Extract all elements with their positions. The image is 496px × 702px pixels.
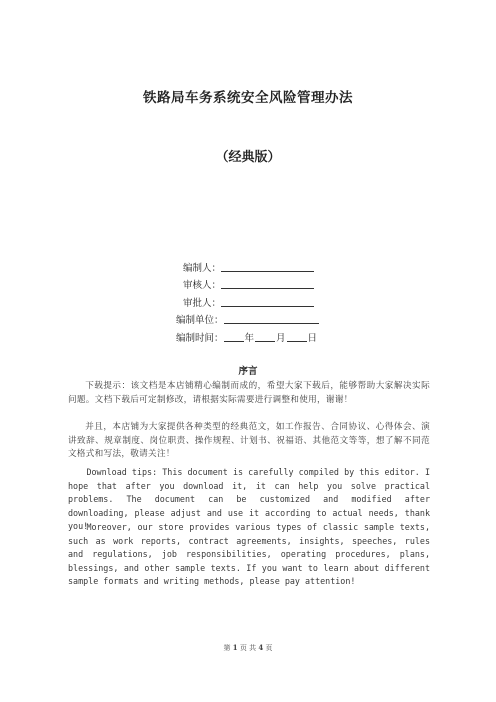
footer-suffix: 页 — [265, 644, 273, 652]
preface-heading: 序言 — [238, 366, 258, 377]
preface-paragraph-en-1: Download tips: This document is carefully compiled by this editor. I hope that after you download it, it can help you solve practical problems. The document can be customized and modified after downloading, please adjust and use it according to actual needs, thank you! — [68, 467, 430, 532]
year-label: 年 — [244, 332, 255, 344]
document-title: 铁路局车务系统安全风险管理办法 — [143, 90, 353, 106]
reviewer-field — [176, 274, 319, 292]
unit-field — [176, 309, 319, 327]
preface-paragraph-cn-1: 下载提示：该文档是本店铺精心编制而成的，希望大家下载后，能够帮助大家解决实际问题。文档下载后可定制修改，请根据实际需要进行调整和使用，谢谢！ — [68, 381, 430, 405]
approver-blank-line — [221, 295, 314, 307]
reviewer-blank-line — [221, 277, 314, 289]
day-label: 日 — [307, 332, 318, 344]
footer-prefix: 第 — [223, 644, 231, 652]
compiler-label: 编制人： — [183, 262, 222, 274]
preface-paragraph-en-2: Moreover, our store provides various types of classic sample texts, such as work reports, contract agreements, insights, speeches, rules and regulations, job responsibilities, operating procedures, plans, blessings, and other sample texts. If you want to learn about different sample formats and writing methods, please pay attention! — [68, 522, 430, 587]
day-blank-line — [287, 330, 307, 342]
info-fields — [176, 256, 319, 344]
approver-label: 审批人： — [183, 297, 222, 309]
document-subtitle: （经典版） — [215, 150, 281, 165]
footer-middle: 页 共 — [239, 644, 257, 652]
month-blank-line — [255, 330, 275, 342]
time-label: 编制时间： — [176, 332, 224, 344]
page-footer — [0, 643, 496, 653]
compiler-field — [176, 256, 319, 274]
month-label: 月 — [276, 332, 286, 344]
footer-total-pages: 4 — [258, 643, 264, 652]
approver-field — [176, 291, 319, 309]
unit-blank-line — [224, 312, 319, 324]
time-field — [176, 326, 319, 344]
reviewer-label: 审核人： — [183, 280, 222, 291]
unit-label: 编制单位： — [176, 315, 224, 326]
preface-paragraph-cn-2: 并且，本店铺为大家提供各种类型的经典范文，如工作报告、合同协议、心得体会、演讲致辞、规章制度、岗位职责、操作规程、计划书、祝福语、其他范文等等，想了解不同范文格式和写法，敬请关注！ — [68, 422, 430, 460]
footer-page-number: 1 — [232, 643, 238, 652]
compiler-blank-line — [221, 260, 314, 272]
year-blank-line — [224, 330, 244, 342]
